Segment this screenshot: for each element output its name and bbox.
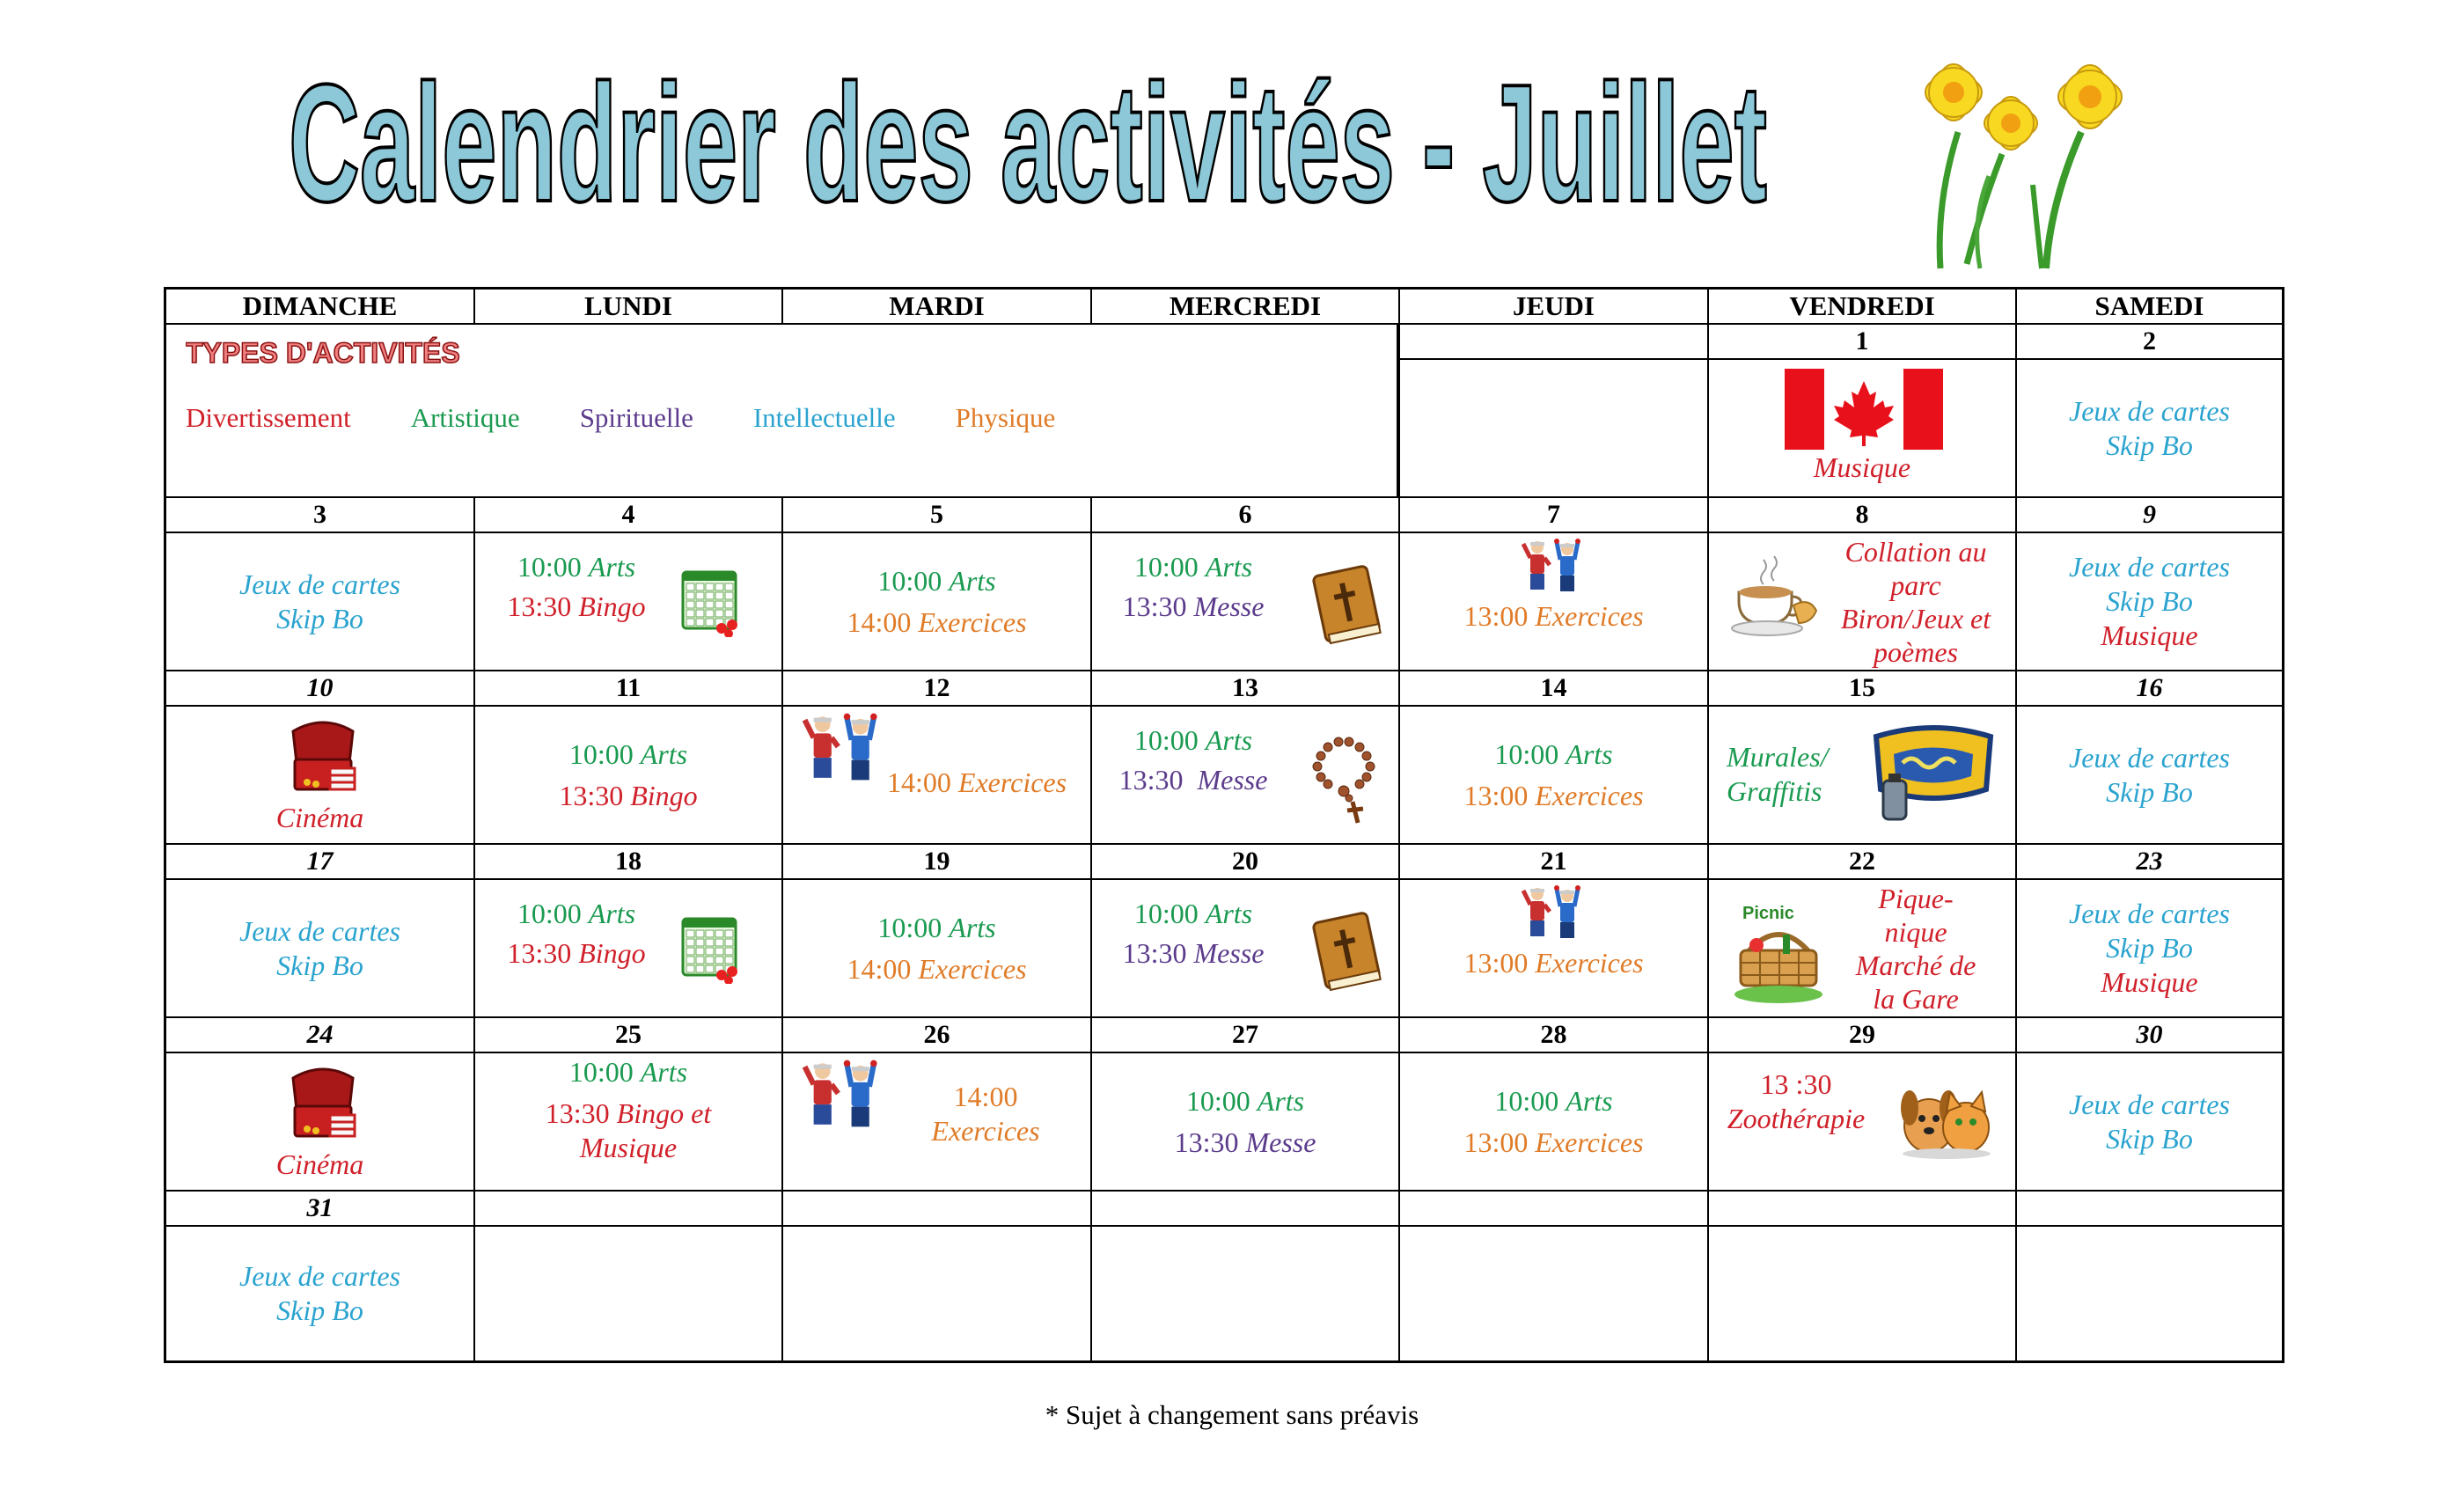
day-cell (1092, 707, 1400, 845)
day-number: 15 (1709, 671, 2017, 707)
day-number: 10 (166, 671, 475, 707)
activity-text: Jeux de cartes (2068, 898, 2230, 929)
day-header: DIMANCHE (166, 290, 475, 325)
activity-text: Exercices (918, 952, 1027, 985)
activity-text: Jeux de cartes (2068, 1088, 2230, 1120)
activity-text: Jeux de cartes (2068, 394, 2230, 427)
day-number: 28 (1400, 1018, 1709, 1053)
activity-time: 10:00 (1494, 737, 1559, 770)
day-number (1709, 1192, 2017, 1227)
activity-time: 10:00 (877, 564, 942, 597)
activity-time: 13:00 (1463, 600, 1529, 632)
day-cell (783, 880, 1092, 1018)
daffodil-icon (1883, 53, 2165, 273)
day-cell (1092, 1227, 1400, 1360)
activity-text: la Gare (1873, 982, 1959, 1015)
day-number: 19 (783, 845, 1092, 880)
day-number: 8 (1709, 498, 2017, 533)
activity-text: Biron/Jeux et (1840, 602, 1991, 634)
day-cell (1092, 880, 1400, 1018)
activity-text: Arts (588, 897, 636, 929)
day-cell (166, 533, 475, 671)
activity-text: Musique (2101, 620, 2198, 651)
activity-time: 13:00 (1463, 947, 1529, 979)
activity-time: 13:30 (545, 1097, 610, 1129)
activity-text: Arts (1205, 897, 1253, 929)
day-header: MERCREDI (1092, 290, 1400, 325)
activity-text: Messe (1193, 590, 1265, 622)
legend-physique: Physique (955, 402, 1056, 433)
day-number (1092, 1192, 1400, 1227)
activity-text: Exercices (1535, 779, 1644, 811)
day-number: 24 (166, 1018, 475, 1053)
day-number: 14 (1400, 671, 1709, 707)
activity-text: Skip Bo (276, 602, 363, 634)
day-cell (1400, 1053, 1709, 1192)
day-cell (2017, 707, 2282, 845)
day-cell (1400, 707, 1709, 845)
activity-time: 13:00 (1463, 779, 1529, 811)
day-header: LUNDI (475, 290, 783, 325)
activity-text: parc (1890, 568, 1941, 601)
day-number: 27 (1092, 1018, 1400, 1053)
legend-artistique: Artistique (410, 402, 520, 433)
activity-text: Musique (579, 1132, 678, 1163)
calendar-grid (164, 287, 2284, 1363)
day-number: 17 (166, 845, 475, 880)
activity-time: 10:00 (1494, 1084, 1559, 1117)
activity-time: 10:00 (517, 550, 582, 583)
exercise-icon (1522, 539, 1588, 595)
activity-text: Exercices (931, 1115, 1040, 1147)
activity-time: 10:00 (568, 737, 634, 770)
activity-text: Exercices (918, 605, 1027, 638)
footnote: * Sujet à changement sans préavis (1045, 1399, 1419, 1430)
graffiti-icon (1867, 719, 1999, 825)
day-number (2017, 1192, 2282, 1227)
day-cell (2017, 360, 2282, 498)
day-number: 21 (1400, 845, 1709, 880)
activity-text: Murales/ (1727, 741, 1829, 773)
activity-text: Arts (1205, 723, 1253, 756)
day-header: JEUDI (1400, 290, 1709, 325)
activity-text: Marché de (1855, 949, 1976, 981)
day-cell (1400, 533, 1709, 671)
day-number: 13 (1092, 671, 1400, 707)
activity-time: 13:30 (1122, 936, 1187, 969)
day-number: 2 (2017, 325, 2282, 360)
day-cell (2017, 1053, 2282, 1192)
activity-text: Jeux de cartes (238, 568, 400, 600)
activity-text: Jeux de cartes (238, 1260, 400, 1292)
day-cell (166, 1053, 475, 1192)
day-cell (1709, 707, 2017, 845)
day-cell (1092, 1053, 1400, 1192)
day-header: SAMEDI (2017, 290, 2282, 325)
day-number: 9 (2017, 498, 2282, 533)
day-number: 31 (166, 1192, 475, 1227)
activity-time: 14:00 (887, 766, 951, 798)
activity-text: Skip Bo (2106, 1122, 2193, 1155)
day-number: 1 (1709, 325, 2017, 360)
day-number: 22 (1709, 845, 2017, 880)
day-number: 16 (2017, 671, 2282, 707)
day-number (1400, 325, 1709, 360)
activity-text: Collation au (1844, 535, 1987, 568)
day-cell (783, 533, 1092, 671)
title-text: Calendrier des activités - Juillet (289, 51, 1767, 236)
day-number: 30 (2017, 1018, 2282, 1053)
activity-text: Skip Bo (2106, 932, 2193, 964)
cinema-icon (281, 714, 365, 798)
activity-time: 13:30 (507, 936, 572, 969)
day-number: 12 (783, 671, 1092, 707)
activity-text: nique (1884, 915, 1947, 948)
activity-text: Arts (640, 737, 688, 770)
day-cell (1400, 880, 1709, 1018)
activity-text: Jeux de cartes (2068, 741, 2230, 774)
day-number: 6 (1092, 498, 1400, 533)
activity-time: 14:00 (847, 605, 912, 638)
day-cell (166, 880, 475, 1018)
day-number: 4 (475, 498, 783, 533)
activity-text: Skip Bo (276, 949, 363, 981)
day-cell (2017, 1227, 2282, 1360)
activity-text: Skip Bo (276, 1294, 363, 1326)
activity-text: Arts (1566, 737, 1613, 770)
day-number: 20 (1092, 845, 1400, 880)
activity-text: Cinéma (275, 802, 364, 833)
activity-text: Bingo (578, 936, 646, 969)
svg-text:Picnic: Picnic (1742, 904, 1794, 923)
legend-spirituelle: Spirituelle (579, 402, 693, 433)
activity-text: Jeux de cartes (2068, 551, 2230, 583)
bingo-card-icon (681, 913, 743, 984)
svg-text:TYPES D'ACTIVITÉS: TYPES D'ACTIVITÉS (186, 337, 460, 369)
exercise-icon (803, 710, 887, 788)
day-number: 5 (783, 498, 1092, 533)
day-cell (1709, 533, 2017, 671)
activity-text: Bingo et (616, 1097, 712, 1129)
legend-intellectuelle: Intellectuelle (752, 402, 896, 433)
activity-text: Jeux de cartes (238, 914, 400, 947)
day-cell (2017, 533, 2282, 671)
activity-text: Graffitis (1727, 775, 1822, 807)
day-cell (1400, 1227, 1709, 1360)
activity-time: 10:00 (1133, 897, 1199, 929)
activity-text: Bingo (578, 590, 646, 622)
activity-text: Exercices (1535, 600, 1644, 632)
activity-time: 10:00 (517, 897, 582, 929)
activity-time: 14:00 (847, 952, 912, 985)
activity-time: 10:00 (877, 911, 942, 943)
exercise-icon (1522, 885, 1588, 942)
activity-text: Bingo (630, 779, 698, 811)
day-number: 29 (1709, 1018, 2017, 1053)
day-cell (475, 533, 783, 671)
day-cell (1709, 1227, 2017, 1360)
activity-time: 14:00 (953, 1081, 1018, 1112)
activity-time: 13:00 (1463, 1126, 1529, 1158)
day-number: 18 (475, 845, 783, 880)
legend-box (166, 325, 1400, 498)
rosary-icon (1303, 730, 1382, 826)
day-number: 3 (166, 498, 475, 533)
day-cell (1092, 533, 1400, 671)
activity-text: Skip Bo (2106, 585, 2193, 617)
activity-time: 10:00 (1133, 550, 1199, 583)
cat-and-dog-icon (1894, 1073, 1996, 1161)
day-number: 23 (2017, 845, 2282, 880)
activity-text: Musique (2101, 966, 2198, 998)
canada-flag-icon (1785, 369, 1943, 450)
bingo-card-icon (681, 567, 743, 637)
day-number (783, 1192, 1092, 1227)
day-cell (1400, 360, 1709, 498)
activity-text: Zoothérapie (1727, 1103, 1866, 1134)
day-header: MARDI (783, 290, 1092, 325)
legend-divertissement: Divertissement (186, 402, 351, 433)
activity-text: Messe (1197, 763, 1268, 796)
day-cell (783, 707, 1092, 845)
bible-icon (1303, 906, 1391, 994)
activity-time: 13 :30 (1760, 1068, 1832, 1100)
day-cell (166, 707, 475, 845)
activity-text: Exercices (1535, 947, 1644, 979)
snack-tea-icon (1730, 553, 1818, 641)
activity-text: Arts (640, 1056, 688, 1088)
day-cell (1709, 880, 2017, 1018)
activity-time: 13:30 (1122, 590, 1187, 622)
activity-time: 13:30 (1118, 763, 1184, 796)
day-cell (475, 880, 783, 1018)
day-number: 25 (475, 1018, 783, 1053)
day-number (475, 1192, 783, 1227)
legend-title (186, 334, 555, 372)
day-number: 26 (783, 1018, 1092, 1053)
activity-text: Musique (1813, 451, 1911, 483)
activity-time: 13:30 (559, 779, 624, 811)
legend-row (186, 402, 1115, 434)
activity-text: Arts (949, 911, 996, 943)
activity-text: Arts (949, 564, 996, 597)
day-cell (783, 1053, 1092, 1192)
day-cell (2017, 880, 2282, 1018)
page-title (280, 51, 1776, 236)
day-number: 11 (475, 671, 783, 707)
day-number: 7 (1400, 498, 1709, 533)
activity-text: Arts (1257, 1084, 1305, 1117)
activity-text: Arts (588, 550, 636, 583)
cinema-icon (281, 1060, 365, 1145)
day-cell (475, 707, 783, 845)
day-cell (166, 1227, 475, 1360)
activity-time: 13:30 (507, 590, 572, 622)
activity-time: 10:00 (1133, 723, 1199, 756)
activity-text: Skip Bo (2106, 429, 2193, 461)
activity-text: Cinéma (275, 1148, 364, 1180)
exercise-icon (803, 1057, 887, 1134)
activity-text: Exercices (1535, 1126, 1644, 1158)
day-cell (1709, 1053, 2017, 1192)
activity-text: Skip Bo (2106, 775, 2193, 808)
activity-time: 13:30 (1174, 1126, 1239, 1158)
day-cell (783, 1227, 1092, 1360)
activity-time: 10:00 (568, 1056, 634, 1088)
activity-text: poèmes (1874, 635, 1958, 668)
activity-text: Pique- (1878, 882, 1954, 914)
bible-icon (1303, 560, 1391, 648)
activity-text: Messe (1193, 936, 1265, 969)
activity-time: 10:00 (1185, 1084, 1250, 1117)
activity-text: Messe (1245, 1126, 1316, 1158)
activity-text: Arts (1205, 550, 1253, 583)
activity-text: Exercices (957, 766, 1067, 798)
picnic-basket-icon (1730, 899, 1827, 1010)
day-header: VENDREDI (1709, 290, 2017, 325)
activity-text: Arts (1566, 1084, 1613, 1117)
day-cell (475, 1227, 783, 1360)
day-cell (475, 1053, 783, 1192)
day-cell (1709, 360, 2017, 498)
day-number (1400, 1192, 1709, 1227)
